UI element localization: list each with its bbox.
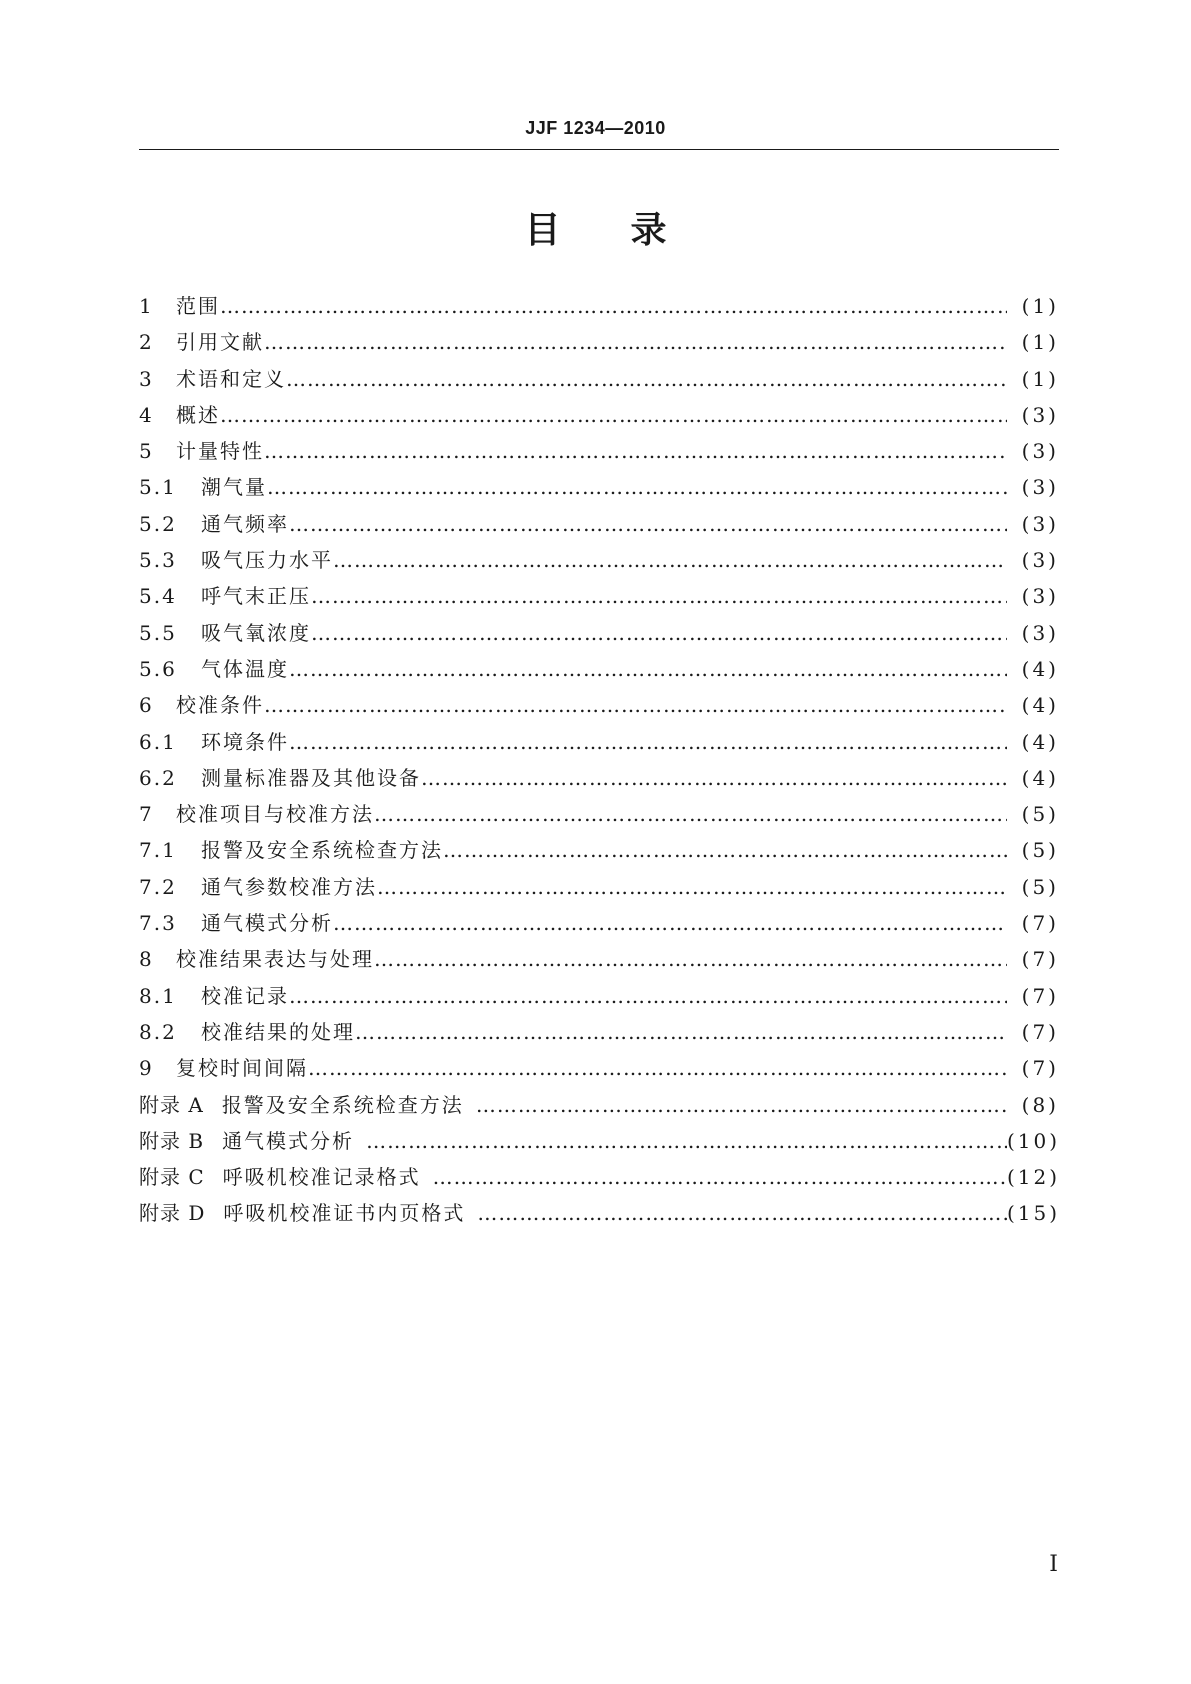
- toc-entry-number: 6: [139, 693, 154, 718]
- toc-leader-dots: [476, 1093, 1007, 1117]
- toc-entry-page: (10): [1007, 1128, 1061, 1153]
- toc-leader-dots: [289, 984, 1007, 1008]
- toc-leader-dots: [220, 403, 1007, 427]
- toc-entry-number: 5.1: [139, 475, 177, 500]
- toc-leader-dots: [433, 1165, 1007, 1189]
- toc-leader-dots: [289, 657, 1007, 681]
- toc-entry-page: (3): [1021, 511, 1059, 536]
- toc-entry-page: (4): [1021, 693, 1059, 718]
- toc-entry-page: (7): [1021, 1019, 1059, 1044]
- toc-entry-number: 8.2: [139, 1019, 177, 1044]
- toc-entry-number: 8.1: [139, 983, 177, 1008]
- toc-entry-label: 通气模式分析: [222, 1128, 355, 1153]
- toc-entry-appendix[interactable]: [139, 1125, 1059, 1161]
- toc-entry[interactable]: [139, 580, 1059, 616]
- toc-entry[interactable]: [139, 943, 1059, 979]
- toc-entry-page: (8): [1021, 1092, 1059, 1117]
- toc-entry-number: 附录 D: [139, 1201, 206, 1226]
- toc-entry-number: 6.1: [139, 729, 177, 754]
- toc-leader-dots: [374, 802, 1007, 826]
- toc-entry-number: 3: [139, 366, 154, 391]
- toc-entry[interactable]: [139, 544, 1059, 580]
- toc-entry-page: (3): [1021, 584, 1059, 609]
- toc-entry-number: 9: [139, 1056, 154, 1081]
- toc-entry-number: 1: [139, 294, 154, 318]
- toc-entry-number: 附录 A: [139, 1092, 204, 1117]
- toc-entry-label: 通气模式分析: [201, 911, 333, 936]
- toc-entry[interactable]: [139, 871, 1059, 907]
- toc-entry-page: (7): [1021, 983, 1059, 1008]
- toc-entry[interactable]: [139, 617, 1059, 653]
- toc-entry-number: 5.2: [139, 511, 177, 536]
- page-number: I: [1049, 1552, 1058, 1577]
- toc-entry-label: 潮气量: [201, 475, 267, 500]
- toc-entry[interactable]: [139, 290, 1059, 326]
- toc-entry-number: 7.3: [139, 911, 177, 936]
- table-of-contents: [139, 290, 1059, 1234]
- header-rule: [139, 149, 1059, 150]
- toc-entry-page: (4): [1021, 729, 1059, 754]
- toc-leader-dots: [311, 621, 1007, 645]
- toc-entry[interactable]: [139, 980, 1059, 1016]
- toc-leader-dots: [421, 766, 1007, 790]
- toc-entry-number: 5.6: [139, 656, 177, 681]
- toc-entry-label: 校准项目与校准方法: [176, 802, 374, 827]
- toc-leader-dots: [333, 911, 1007, 935]
- toc-entry-page: (4): [1021, 765, 1059, 790]
- toc-entry-label: 呼气末正压: [201, 584, 311, 609]
- toc-leader-dots: [377, 875, 1007, 899]
- toc-leader-dots: [264, 330, 1007, 354]
- toc-entry-number: 5: [139, 439, 154, 464]
- toc-entry-label: 报警及安全系统检查方法: [201, 838, 443, 863]
- toc-entry[interactable]: [139, 508, 1059, 544]
- toc-entry-label: 环境条件: [201, 729, 289, 754]
- toc-leader-dots: [264, 439, 1007, 463]
- toc-entry-number: 附录 C: [139, 1165, 205, 1190]
- toc-entry-number: 5.3: [139, 548, 177, 573]
- toc-title: 目录: [524, 210, 737, 251]
- toc-entry-number: 8: [139, 947, 154, 972]
- toc-entry[interactable]: [139, 1016, 1059, 1052]
- toc-entry-appendix[interactable]: [139, 1089, 1059, 1125]
- toc-entry-page: (1): [1021, 294, 1059, 318]
- toc-entry-page: (7): [1021, 911, 1059, 936]
- toc-entry-label: 术语和定义: [176, 366, 286, 391]
- toc-entry-page: (3): [1021, 439, 1059, 464]
- toc-entry-label: 测量标准器及其他设备: [201, 765, 421, 790]
- toc-entry-label: 引用文献: [176, 330, 264, 355]
- toc-entry-page: (4): [1021, 656, 1059, 681]
- toc-leader-dots: [308, 1056, 1007, 1080]
- toc-entry[interactable]: [139, 689, 1059, 725]
- toc-entry-label: 通气频率: [201, 511, 289, 536]
- toc-leader-dots: [289, 730, 1007, 754]
- toc-entry[interactable]: [139, 834, 1059, 870]
- toc-entry[interactable]: [139, 726, 1059, 762]
- toc-leader-dots: [286, 367, 1007, 391]
- toc-entry[interactable]: [139, 326, 1059, 362]
- document-code: JJF 1234—2010: [525, 118, 666, 138]
- toc-entry-label: 吸气压力水平: [201, 548, 333, 573]
- toc-entry-appendix[interactable]: [139, 1161, 1059, 1197]
- toc-entry-page: (1): [1021, 330, 1059, 355]
- toc-entry-number: 7: [139, 802, 154, 827]
- toc-entry-label: 校准记录: [201, 983, 289, 1008]
- toc-leader-dots: [443, 838, 1007, 862]
- toc-entry-number: 7.2: [139, 874, 177, 899]
- toc-leader-dots: [267, 475, 1007, 499]
- toc-entry-label: 校准结果表达与处理: [176, 947, 374, 972]
- toc-entry[interactable]: [139, 762, 1059, 798]
- toc-entry-number: 4: [139, 402, 154, 427]
- toc-leader-dots: [220, 294, 1007, 318]
- toc-entry-number: 5.4: [139, 584, 177, 609]
- toc-entry-label: 通气参数校准方法: [201, 874, 377, 899]
- toc-entry-page: (3): [1021, 475, 1059, 500]
- toc-entry-page: (15): [1007, 1201, 1061, 1226]
- toc-entry-number: 2: [139, 330, 154, 355]
- toc-entry[interactable]: [139, 399, 1059, 435]
- toc-entry[interactable]: [139, 471, 1059, 507]
- toc-entry-label: 复校时间间隔: [176, 1056, 308, 1081]
- toc-entry-page: (12): [1007, 1165, 1061, 1190]
- toc-entry[interactable]: [139, 435, 1059, 471]
- toc-entry-label: 概述: [176, 402, 220, 427]
- toc-entry-page: (5): [1021, 802, 1059, 827]
- toc-leader-dots: [264, 693, 1007, 717]
- toc-entry-page: (1): [1021, 366, 1059, 391]
- toc-entry-page: (7): [1021, 947, 1059, 972]
- toc-leader-dots: [333, 548, 1007, 572]
- toc-entry-number: 附录 B: [139, 1128, 205, 1153]
- toc-entry-label: 计量特性: [176, 439, 264, 464]
- toc-leader-dots: [366, 1129, 1007, 1153]
- toc-entry[interactable]: [139, 798, 1059, 834]
- toc-entry-page: (3): [1021, 402, 1059, 427]
- toc-entry-label: 范围: [176, 294, 220, 318]
- toc-leader-dots: [355, 1020, 1007, 1044]
- toc-entry-label: 气体温度: [201, 656, 289, 681]
- toc-entry-label: 报警及安全系统检查方法: [221, 1092, 464, 1117]
- toc-entry-label: 校准条件: [176, 693, 264, 718]
- toc-entry-label: 吸气氧浓度: [201, 620, 311, 645]
- toc-entry[interactable]: [139, 363, 1059, 399]
- toc-entry-page: (5): [1021, 874, 1059, 899]
- toc-leader-dots: [477, 1201, 1007, 1225]
- toc-entry-page: (3): [1021, 620, 1059, 645]
- toc-entry-number: 7.1: [139, 838, 177, 863]
- toc-entry[interactable]: [139, 1052, 1059, 1088]
- toc-entry-label: 呼吸机校准记录格式: [222, 1165, 421, 1190]
- toc-entry-appendix[interactable]: [139, 1197, 1059, 1233]
- toc-entry-label: 呼吸机校准证书内页格式: [223, 1201, 466, 1226]
- toc-leader-dots: [311, 584, 1007, 608]
- toc-entry-page: (3): [1021, 548, 1059, 573]
- toc-leader-dots: [374, 947, 1007, 971]
- toc-entry-page: (5): [1021, 838, 1059, 863]
- toc-entry-number: 5.5: [139, 620, 177, 645]
- toc-entry-label: 校准结果的处理: [201, 1019, 355, 1044]
- toc-entry-number: 6.2: [139, 765, 177, 790]
- toc-leader-dots: [289, 512, 1007, 536]
- toc-entry-page: (7): [1021, 1056, 1059, 1081]
- toc-entry[interactable]: [139, 907, 1059, 943]
- toc-entry[interactable]: [139, 653, 1059, 689]
